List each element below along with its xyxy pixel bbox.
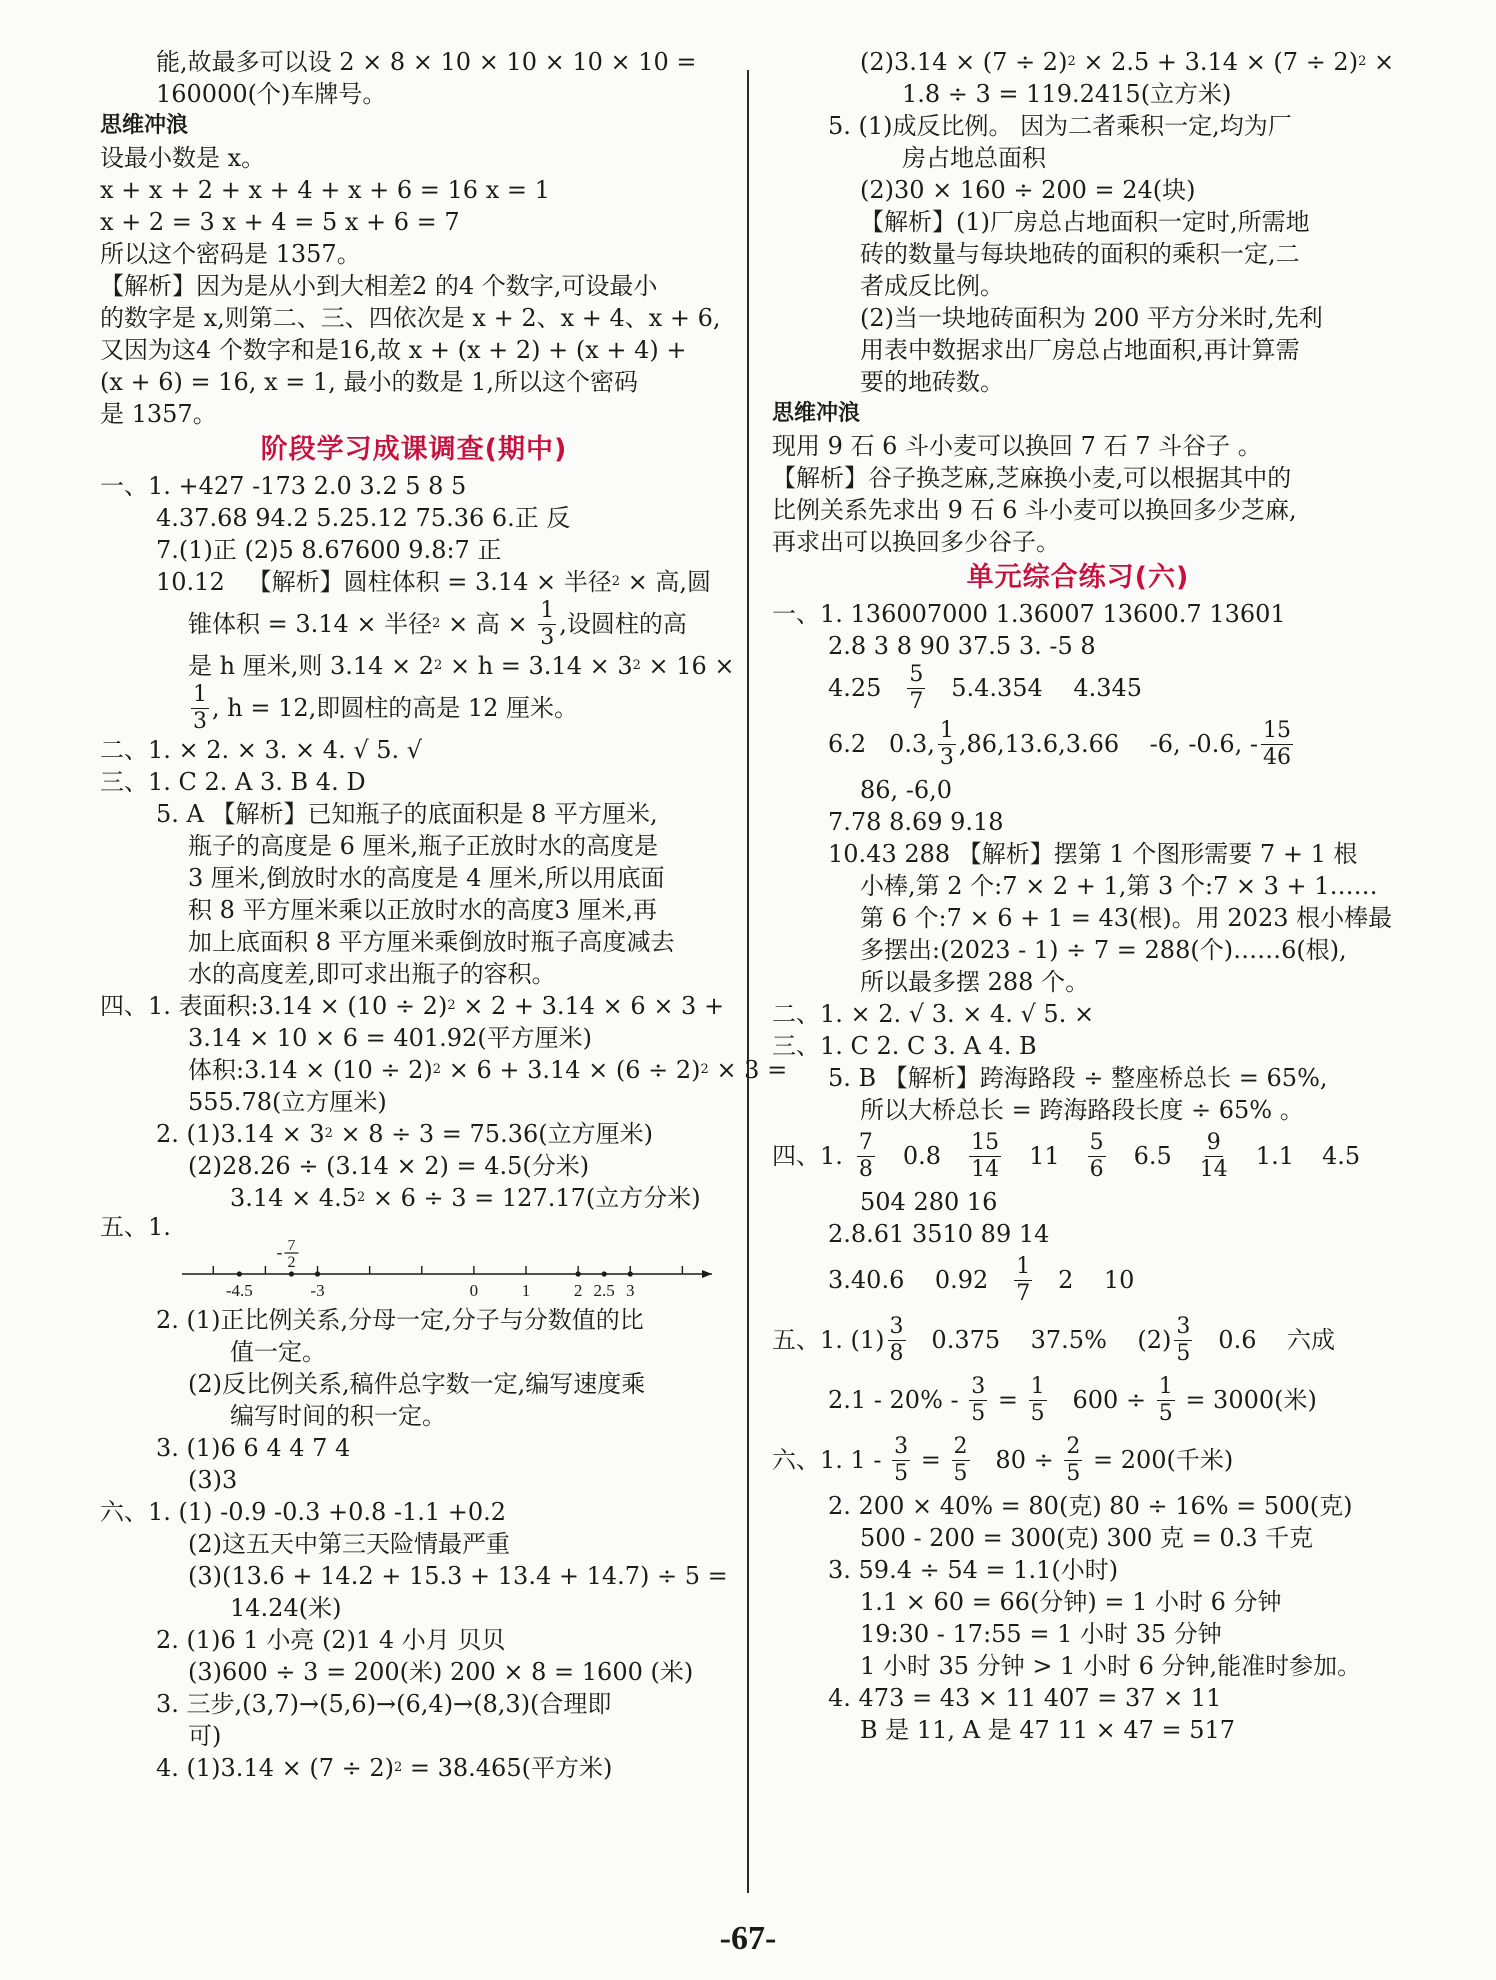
thinking-surf-heading: 思维冲浪 — [772, 401, 861, 426]
analysis-line: 比例关系先求出 9 石 6 斗小麦可以换回多少芝麻, — [772, 496, 1297, 524]
answer-line: 500 - 200 = 300(克) 300 克 = 0.3 千克 — [860, 1524, 1314, 1552]
answer-line: 房占地总面积 — [902, 144, 1046, 172]
answer-line: x + x + 2 + x + 4 + x + 6 = 16 x = 1 — [100, 176, 550, 204]
answer-line: 4.37.68 94.2 5.25.12 75.36 6.正 反 — [156, 504, 571, 532]
text-segment: × 6 + 3.14 × (6 ÷ 2) — [441, 1056, 701, 1084]
answer-line: x + 2 = 3 x + 4 = 5 x + 6 = 7 — [100, 208, 460, 236]
answer-line — [772, 1430, 1384, 1490]
analysis-line: 用表中数据求出厂房总占地面积,再计算需 — [860, 336, 1300, 364]
text-segment: 6.2 0.3, — [828, 730, 935, 758]
answer-line: (2)反比例关系,稿件总字数一定,编写速度乘 — [188, 1370, 646, 1398]
text-segment: , h = 12,即圆柱的高是 12 厘米。 — [212, 694, 579, 722]
analysis-line: 是 h 厘米,则 3.14 × 2 2 × h = 3.14 × 3 2 × 16 × — [188, 652, 735, 680]
denominator: 5 — [1066, 1460, 1081, 1486]
text-segment: × 3 = — [708, 1056, 788, 1084]
value: 6.5 — [1133, 1142, 1172, 1170]
text-segment: = 3000(米) — [1177, 1386, 1317, 1414]
numerator: 5 — [909, 661, 924, 687]
fraction — [857, 1129, 875, 1182]
answer-line: 86, -6,0 — [860, 776, 953, 804]
tick-label: -4.5 — [225, 1281, 253, 1300]
numerator: 7 — [858, 1129, 873, 1155]
answer-line — [772, 1310, 1384, 1370]
numerator: 1 — [193, 681, 207, 707]
denominator: 5 — [1158, 1400, 1173, 1426]
page-number: -67- — [719, 1920, 777, 1957]
answer-line: 4. (1)3.14 × (7 ÷ 2) 2 = 38.465(平方米) — [156, 1754, 613, 1782]
denominator: 5 — [894, 1460, 909, 1486]
numerator: 15 — [971, 1129, 1000, 1155]
analysis-line: 小棒,第 2 个:7 × 2 + 1,第 3 个:7 × 3 + 1…… — [860, 872, 1378, 900]
answer-line: 2.8 3 8 90 37.5 3. -5 8 — [828, 632, 1096, 660]
text-segment: 3.40.6 0.92 — [828, 1266, 1012, 1294]
analysis-line: 10.43 288 【解析】摆第 1 个图形需要 7 + 1 根 — [828, 840, 1358, 868]
answer-line: 504 280 16 — [860, 1188, 998, 1216]
analysis-line: 瓶子的高度是 6 厘米,瓶子正放时水的高度是 — [188, 832, 659, 860]
numerator: 3 — [1176, 1313, 1191, 1339]
number-line-svg — [100, 1240, 728, 1304]
answer-line: 5. (1)成反比例。 因为二者乘积一定,均为厂 — [828, 112, 1292, 140]
answer-line: (2)28.26 ÷ (3.14 × 2) = 4.5(分米) — [188, 1152, 590, 1180]
text-segment: 4. (1)3.14 × (7 ÷ 2) — [156, 1754, 394, 1782]
fraction — [888, 1313, 906, 1366]
denominator: 5 — [1030, 1400, 1045, 1426]
answer-line: 3. 三步,(3,7)→(5,6)→(6,4)→(8,3)(合理即 — [156, 1690, 612, 1718]
analysis-line: 多摆出:(2023 - 1) ÷ 7 = 288(个)……6(根), — [860, 936, 1347, 964]
fraction — [892, 1433, 910, 1486]
analysis-line: 5. A 【解析】已知瓶子的底面积是 8 平方厘米, — [156, 800, 658, 828]
right-column — [772, 46, 1395, 1746]
text-segment: = 38.465(平方米) — [402, 1754, 613, 1782]
text-segment: = — [913, 1446, 949, 1474]
answer-line: 1.8 ÷ 3 = 119.2415(立方米) — [902, 80, 1232, 108]
answer-line: B 是 11, A 是 47 11 × 47 = 517 — [860, 1716, 1236, 1744]
text-segment: 2. (1)3.14 × 3 — [156, 1120, 325, 1148]
analysis-line: 【解析】谷子换芝麻,芝麻换小麦,可以根据其中的 — [772, 464, 1292, 492]
analysis-line: 加上底面积 8 平方厘米乘倒放时瓶子高度减去 — [188, 928, 675, 956]
value: 0.8 — [902, 1142, 942, 1170]
answer-line — [772, 714, 1384, 774]
denominator: 5 — [953, 1460, 968, 1486]
answer-line: 二、1. × 2. √ 3. × 4. √ 5. × — [772, 1000, 1095, 1028]
analysis-line: 再求出可以换回多少谷子。 — [772, 528, 1060, 556]
text-segment: 3.14 × 4.5 — [230, 1184, 357, 1212]
text-segment: × 高,圆 — [620, 568, 712, 596]
numerator: 15 — [1262, 717, 1291, 743]
numerator: 1 — [1030, 1373, 1045, 1399]
denominator: 3 — [939, 744, 954, 770]
answer-line: 3. 59.4 ÷ 54 = 1.1(小时) — [828, 1556, 1119, 1584]
denominator: 8 — [858, 1156, 873, 1182]
answer-line: 编写时间的积一定。 — [230, 1402, 446, 1430]
analysis-line: 【解析】(1)厂房总占地面积一定时,所需地 — [860, 208, 1310, 236]
column-divider — [747, 70, 749, 1893]
answer-line: (2)这五天中第三天险情最严重 — [188, 1530, 510, 1558]
denominator: 3 — [540, 624, 555, 650]
fraction — [1199, 1129, 1228, 1182]
tick-label: -3 — [310, 1281, 325, 1300]
text-segment: 四、1. 表面积:3.14 × (10 ÷ 2) — [100, 992, 448, 1020]
analysis-line: (2)当一块地砖面积为 200 平方分米时,先利 — [860, 304, 1323, 332]
denominator: 14 — [971, 1156, 1000, 1182]
tick-label: 0 — [469, 1281, 479, 1300]
text-segment: × 高 × — [440, 610, 536, 638]
analysis-line: 【解析】因为是从小到大相差2 的4 个数字,可设最小 — [100, 272, 658, 300]
answer-line: 可) — [188, 1722, 222, 1750]
answer-line: (3)600 ÷ 3 = 200(米) 200 × 8 = 1600 (米) — [188, 1658, 694, 1686]
text-segment: × 16 × — [640, 652, 735, 680]
analysis-line: 的数字是 x,则第二、三、四依次是 x + 2、x + 4、x + 6, — [100, 304, 721, 332]
text-segment: = — [990, 1386, 1026, 1414]
left-column — [100, 46, 788, 1784]
answer-line — [772, 1370, 1384, 1430]
answer-line: 2. (1)6 1 小亮 (2)1 4 小月 贝贝 — [156, 1626, 506, 1654]
fraction — [1014, 1253, 1032, 1306]
section-title-midterm: 阶段学习成课调查(期中) — [260, 434, 568, 465]
answer-line: 160000(个)车牌号。 — [156, 80, 387, 108]
answer-line: 设最小数是 x。 — [100, 144, 266, 172]
fraction — [938, 717, 956, 770]
fraction-sign: - — [276, 1242, 283, 1262]
text-segment: (2)3.14 × (7 ÷ 2) — [860, 48, 1068, 76]
answer-line: 3.14 × 4.5 2 × 6 ÷ 3 = 127.17(立方分米) — [230, 1184, 701, 1212]
value: 4.5 — [1321, 1142, 1361, 1170]
point-mark — [602, 1271, 607, 1276]
answer-line: 14.24(米) — [230, 1594, 342, 1622]
fraction — [1174, 1313, 1192, 1366]
denominator: 46 — [1262, 744, 1291, 770]
tick-label: 1 — [521, 1281, 531, 1300]
analysis-line: 3 厘米,倒放时水的高度是 4 厘米,所以用底面 — [188, 864, 665, 892]
analysis-line: 水的高度差,即可求出瓶子的容积。 — [188, 960, 556, 988]
answer-line: (2)3.14 × (7 ÷ 2) 2 × 2.5 + 3.14 × (7 ÷ 2) 2 × — [860, 48, 1395, 76]
analysis-line: 要的地砖数。 — [860, 368, 1004, 396]
text-segment: 五、1. (1) — [772, 1326, 885, 1354]
numerator: 1 — [1158, 1373, 1173, 1399]
analysis-line: 者成反比例。 — [860, 272, 1004, 300]
denominator: 3 — [193, 708, 207, 734]
text-segment: × 2 + 3.14 × 6 × 3 + — [455, 992, 725, 1020]
answer-line: 2.8.61 3510 89 14 — [828, 1220, 1050, 1248]
answer-line: 3.14 × 10 × 6 = 401.92(平方厘米) — [188, 1024, 593, 1052]
answer-line: 三、1. C 2. C 3. A 4. B — [772, 1032, 1037, 1060]
number-line — [100, 1240, 728, 1304]
answer-line: 二、1. × 2. × 3. × 4. √ 5. √ — [100, 736, 423, 764]
text-segment: × — [1366, 48, 1395, 76]
answer-line: (3)(13.6 + 14.2 + 15.3 + 13.4 + 14.7) ÷ 5 = — [188, 1562, 728, 1590]
fraction — [1029, 1373, 1047, 1426]
denominator: 6 — [1089, 1156, 1104, 1182]
answer-line: 3. (1)6 6 4 4 7 4 — [156, 1434, 351, 1462]
denominator: 5 — [971, 1400, 986, 1426]
point-mark — [289, 1271, 294, 1276]
numerator: 1 — [540, 597, 555, 623]
text-segment: 4.25 — [828, 674, 905, 702]
value: 11 — [1029, 1142, 1060, 1170]
text-segment: × h = 3.14 × 3 — [442, 652, 633, 680]
numerator: 1 — [939, 717, 954, 743]
text-segment: 2.1 - 20% - — [828, 1386, 967, 1414]
fraction — [969, 1373, 987, 1426]
analysis-line: 第 6 个:7 × 6 + 1 = 43(根)。用 2023 根小棒最 — [860, 904, 1393, 932]
answer-line: 一、1. +427 -173 2.0 3.2 5 8 5 — [100, 472, 467, 500]
numerator: 3 — [971, 1373, 986, 1399]
analysis-line: 所以大桥总长 = 跨海路段长度 ÷ 65% 。 — [860, 1096, 1304, 1124]
analysis-line: 锥体积 = 3.14 × 半径 2 × 高 × $\frac{1}{3}$ ,设圆柱的高 — [188, 597, 687, 650]
answer-line: 4. 473 = 43 × 11 407 = 37 × 11 — [828, 1684, 1222, 1712]
answer-line: 体积:3.14 × (10 ÷ 2) 2 × 6 + 3.14 × (6 ÷ 2) 2 × 3 = — [188, 1056, 788, 1084]
denominator: 7 — [909, 688, 924, 714]
answer-line: 六、1. (1) -0.9 -0.3 +0.8 -1.1 +0.2 — [100, 1498, 507, 1526]
denominator: 7 — [1016, 1280, 1031, 1306]
analysis-line: (x + 6) = 16, x = 1, 最小的数是 1,所以这个密码 — [100, 368, 639, 396]
fraction-numerator: 7 — [287, 1240, 296, 1254]
denominator: 5 — [1176, 1340, 1191, 1366]
point-mark — [315, 1271, 320, 1276]
answer-line: 现用 9 石 6 斗小麦可以换回 7 石 7 斗谷子 。 — [772, 432, 1262, 460]
fraction — [1261, 717, 1293, 770]
numerator: 5 — [1089, 1129, 1104, 1155]
text-segment: 0.375 37.5% (2) — [908, 1326, 1172, 1354]
text-segment: = 200(千米) — [1085, 1446, 1234, 1474]
numerator: 2 — [953, 1433, 968, 1459]
answer-line: 2. 200 × 40% = 80(克) 80 ÷ 16% = 500(克) — [828, 1492, 1353, 1520]
fraction — [907, 661, 925, 714]
answer-line: 7.(1)正 (2)5 8.67600 9.8:7 正 — [156, 536, 502, 564]
text-segment: ,设圆柱的高 — [559, 610, 687, 638]
answer-line: 7.78 8.69 9.18 — [828, 808, 1004, 836]
answer-line: 2. (1)正比例关系,分母一定,分子与分数值的比 — [156, 1306, 644, 1334]
answer-line: 值一定。 — [230, 1338, 326, 1366]
answer-line: 2. (1)3.14 × 3 2 × 8 ÷ 3 = 75.36(立方厘米) — [156, 1120, 653, 1148]
numerator: 3 — [894, 1433, 909, 1459]
text-segment: 10.12 【解析】圆柱体积 = 3.14 × 半径 — [156, 568, 612, 596]
answer-line: 四、1. 表面积:3.14 × (10 ÷ 2) 2 × 2 + 3.14 × 6 × 3 + — [100, 992, 725, 1020]
text-segment: 5.4.354 4.345 — [928, 674, 1143, 702]
analysis-line: 所以最多摆 288 个。 — [860, 968, 1090, 996]
answer-line: (3)3 — [188, 1466, 238, 1494]
fraction — [952, 1433, 970, 1486]
answer-line: 所以这个密码是 1357。 — [100, 240, 361, 268]
answer-line: 19:30 - 17:55 = 1 小时 35 分钟 — [860, 1620, 1222, 1648]
numerator: 3 — [889, 1313, 904, 1339]
answer-line: (2)30 × 160 ÷ 200 = 24(块) — [860, 176, 1196, 204]
answer-line: 555.78(立方厘米) — [188, 1088, 387, 1116]
answer-line: 能,故最多可以设 2 × 8 × 10 × 10 × 10 × 10 = — [156, 48, 697, 76]
analysis-line: 积 8 平方厘米乘以正放时水的高度3 厘米,再 — [188, 896, 658, 924]
value: 1.1 — [1255, 1142, 1294, 1170]
tick-label: 2.5 — [593, 1281, 615, 1300]
text-segment: × 8 ÷ 3 = 75.36(立方厘米) — [332, 1120, 653, 1148]
text-segment: 锥体积 = 3.14 × 半径 — [188, 610, 433, 638]
text-segment: 体积:3.14 × (10 ÷ 2) — [188, 1056, 433, 1084]
fraction-denominator: 2 — [287, 1254, 296, 1271]
answer-line: 五、1. — [100, 1213, 171, 1241]
text-segment: 0.6 六成 — [1195, 1326, 1335, 1354]
numerator: 9 — [1206, 1129, 1221, 1155]
answer-line — [772, 1126, 1384, 1186]
answer-line — [772, 662, 1384, 714]
analysis-line: 是 1357。 — [100, 400, 217, 428]
fraction — [538, 597, 556, 650]
text-segment: × 6 ÷ 3 = 127.17(立方分米) — [365, 1184, 701, 1212]
denominator: 14 — [1199, 1156, 1228, 1182]
analysis-line: 又因为这4 个数字和是16,故 x + (x + 2) + (x + 4) + — [100, 336, 687, 364]
point-mark — [628, 1271, 633, 1276]
text-segment: 80 ÷ — [972, 1446, 1062, 1474]
tick-label: 3 — [625, 1281, 635, 1300]
thinking-surf-heading: 思维冲浪 — [100, 113, 189, 138]
text-segment: × 2.5 + 3.14 × (7 ÷ 2) — [1075, 48, 1359, 76]
numerator: 1 — [1016, 1253, 1031, 1279]
fraction — [969, 1129, 1001, 1182]
fraction — [1088, 1129, 1106, 1182]
text-segment: 六、1. 1 - — [772, 1446, 890, 1474]
point-mark — [576, 1271, 581, 1276]
analysis-line — [100, 682, 728, 734]
answer-line: 三、1. C 2. A 3. B 4. D — [100, 768, 366, 796]
analysis-line: 5. B 【解析】跨海路段 ÷ 整座桥总长 = 65%, — [828, 1064, 1328, 1092]
analysis-line: 10.12 【解析】圆柱体积 = 3.14 × 半径 2 × 高,圆 — [156, 568, 712, 596]
answer-line: 1.1 × 60 = 66(分钟) = 1 小时 6 分钟 — [860, 1588, 1282, 1616]
numerator: 2 — [1066, 1433, 1081, 1459]
text-segment: 600 ÷ — [1049, 1386, 1154, 1414]
section-title-unit-six: 单元综合练习(六) — [966, 562, 1190, 593]
tick-label: 2 — [573, 1281, 583, 1300]
denominator: 8 — [889, 1340, 904, 1366]
analysis-line: 砖的数量与每块地砖的面积的乘积一定,二 — [860, 240, 1300, 268]
fraction — [1157, 1373, 1175, 1426]
arrow-head-icon — [702, 1270, 712, 1278]
text-segment: 四、1. — [772, 1142, 843, 1170]
text-segment: 2 10 — [1035, 1266, 1135, 1294]
fraction — [191, 681, 209, 734]
text-segment: 是 h 厘米,则 3.14 × 2 — [188, 652, 435, 680]
fraction — [1064, 1433, 1082, 1486]
answer-line: 一、1. 136007000 1.36007 13600.7 13601 — [772, 600, 1286, 628]
text-segment: ,86,13.6,3.66 -6, -0.6, - — [958, 730, 1258, 758]
point-mark — [237, 1271, 242, 1276]
answer-line: 1 小时 35 分钟 > 1 小时 6 分钟,能准时参加。 — [860, 1652, 1362, 1680]
answer-line — [772, 1250, 1384, 1310]
